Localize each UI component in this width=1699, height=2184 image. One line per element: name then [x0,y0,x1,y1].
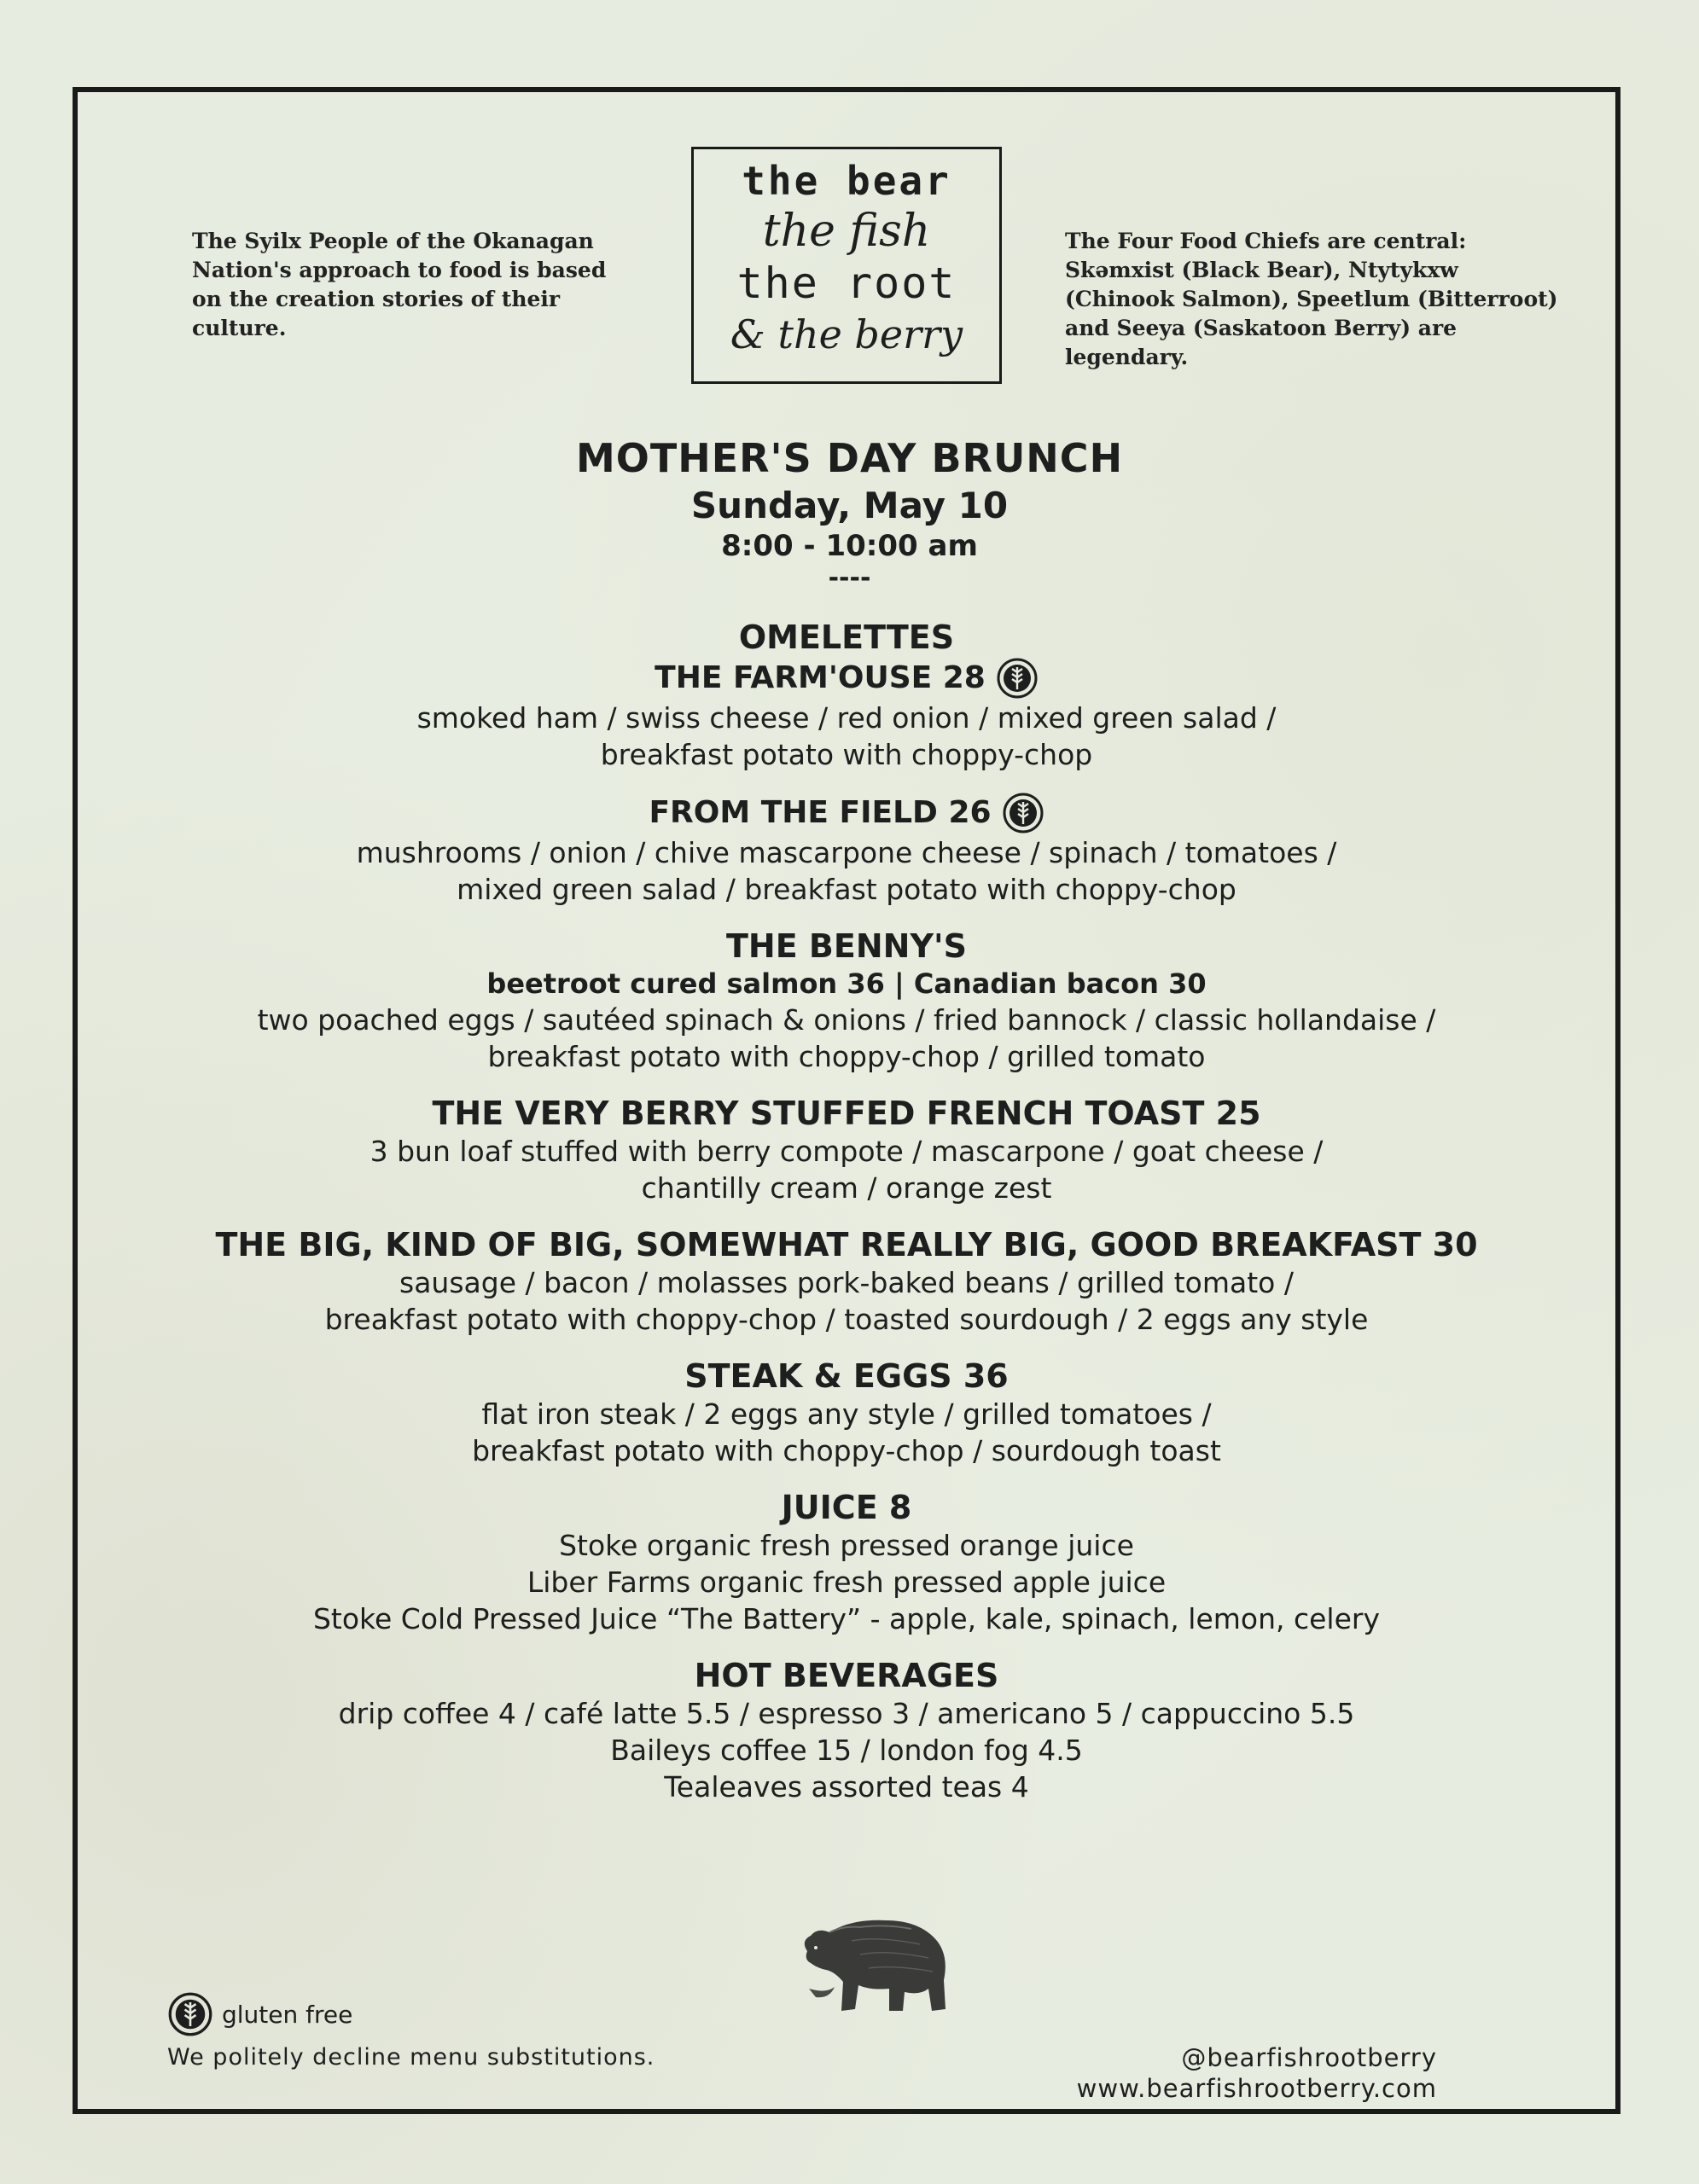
logo-line-root: the root [736,258,957,308]
juice-section [73,1488,1620,1637]
item-description: breakfast potato with choppy-chop / sourdough toast [472,1434,1221,1467]
section-heading: THE BENNY'S [726,927,967,965]
contact-info [1077,2042,1437,2104]
event-date: Sunday, May 10 [690,485,1009,526]
gluten-free-icon [1002,792,1044,834]
item-description: Stoke organic fresh pressed orange juice [559,1529,1134,1562]
benny-section [73,926,1620,1075]
gluten-free-icon [167,1991,213,2037]
food-chiefs-note: The Four Food Chiefs are central: Skəmxist (Black Bear), Ntytykxw (Chinook Salmon), Speetlum (Bitterroot) and Seeya (Saskatoon Berry) are legendary. [1065,229,1558,369]
gluten-free-legend [167,1991,352,2037]
item-description: Tealeaves assorted teas 4 [664,1770,1029,1804]
divider: ---- [828,563,871,593]
social-handle[interactable]: @bearfishrootberry [1181,2043,1437,2072]
legend-label: gluten free [222,2000,353,2029]
section-heading: THE BIG, KIND OF BIG, SOMEWHAT REALLY BIG, GOOD BREAKFAST 30 [215,1226,1478,1263]
logo-line-berry: & the berry [730,311,963,357]
item-description: drip coffee 4 / café latte 5.5 / espresso 3 / americano 5 / cappuccino 5.5 [338,1697,1355,1730]
syilx-note: The Syilx People of the Okanagan Nation's approach to food is based on the creation stories of their culture. [192,229,607,340]
menu-list [73,618,1620,1805]
item-description: Baileys coffee 15 / london fog 4.5 [610,1734,1083,1767]
french-toast-section [73,1094,1620,1206]
big-breakfast-section [73,1225,1620,1338]
item-description: Liber Farms organic fresh pressed apple juice [527,1565,1167,1599]
item-description: smoked ham / swiss cheese / red onion / mixed green salad / [416,701,1277,735]
item-name: THE FARM'OUSE 28 [655,660,986,695]
item-description: breakfast potato with choppy-chop / toasted sourdough / 2 eggs any style [324,1303,1369,1336]
section-heading: OMELETTES [738,619,955,656]
item-description: flat iron steak / 2 eggs any style / grilled tomatoes / [481,1397,1212,1431]
item-description: chantilly cream / orange zest [641,1171,1052,1205]
bear-illustration [792,1907,954,2018]
gluten-free-icon [996,657,1039,700]
item-description: mushrooms / onion / chive mascarpone cheese / spinach / tomatoes / [356,836,1337,869]
menu-item-heading [655,657,1039,700]
logo-line-fish: the fish [762,206,931,257]
section-heading: JUICE 8 [781,1489,912,1526]
section-heading: STEAK & EGGS 36 [684,1357,1009,1395]
substitution-policy: We politely decline menu substitutions. [167,2044,655,2071]
item-description: Stoke Cold Pressed Juice “The Battery” - apple, kale, spinach, lemon, celery [312,1602,1381,1635]
item-description: breakfast potato with choppy-chop / grilled tomato [487,1040,1206,1073]
website-link[interactable]: www.bearfishrootberry.com [1076,2074,1437,2103]
item-description: sausage / bacon / molasses pork-baked beans / grilled tomato / [399,1266,1294,1299]
page-title: MOTHER'S DAY BRUNCH [575,435,1124,481]
item-description: breakfast potato with choppy-chop [600,738,1093,771]
omelettes-section [73,618,1620,908]
benny-options: beetroot cured salmon 36 | Canadian bacon 30 [486,967,1207,1000]
section-heading: THE VERY BERRY STUFFED FRENCH TOAST 25 [432,1095,1261,1132]
item-description: two poached eggs / sautéed spinach & onions / fried bannock / classic hollandaise / [257,1003,1436,1037]
logo-line-bear: the bear [742,158,951,204]
item-description: mixed green salad / breakfast potato with choppy-chop [457,873,1236,906]
item-description: 3 bun loaf stuffed with berry compote / mascarpone / goat cheese / [369,1135,1324,1168]
steak-eggs-section [73,1356,1620,1469]
section-heading: HOT BEVERAGES [694,1657,999,1694]
event-time: 8:00 - 10:00 am [721,529,978,563]
hot-beverages-section [73,1656,1620,1805]
item-name: FROM THE FIELD 26 [649,795,992,830]
menu-item-heading [649,792,1044,834]
logo [691,147,1002,384]
